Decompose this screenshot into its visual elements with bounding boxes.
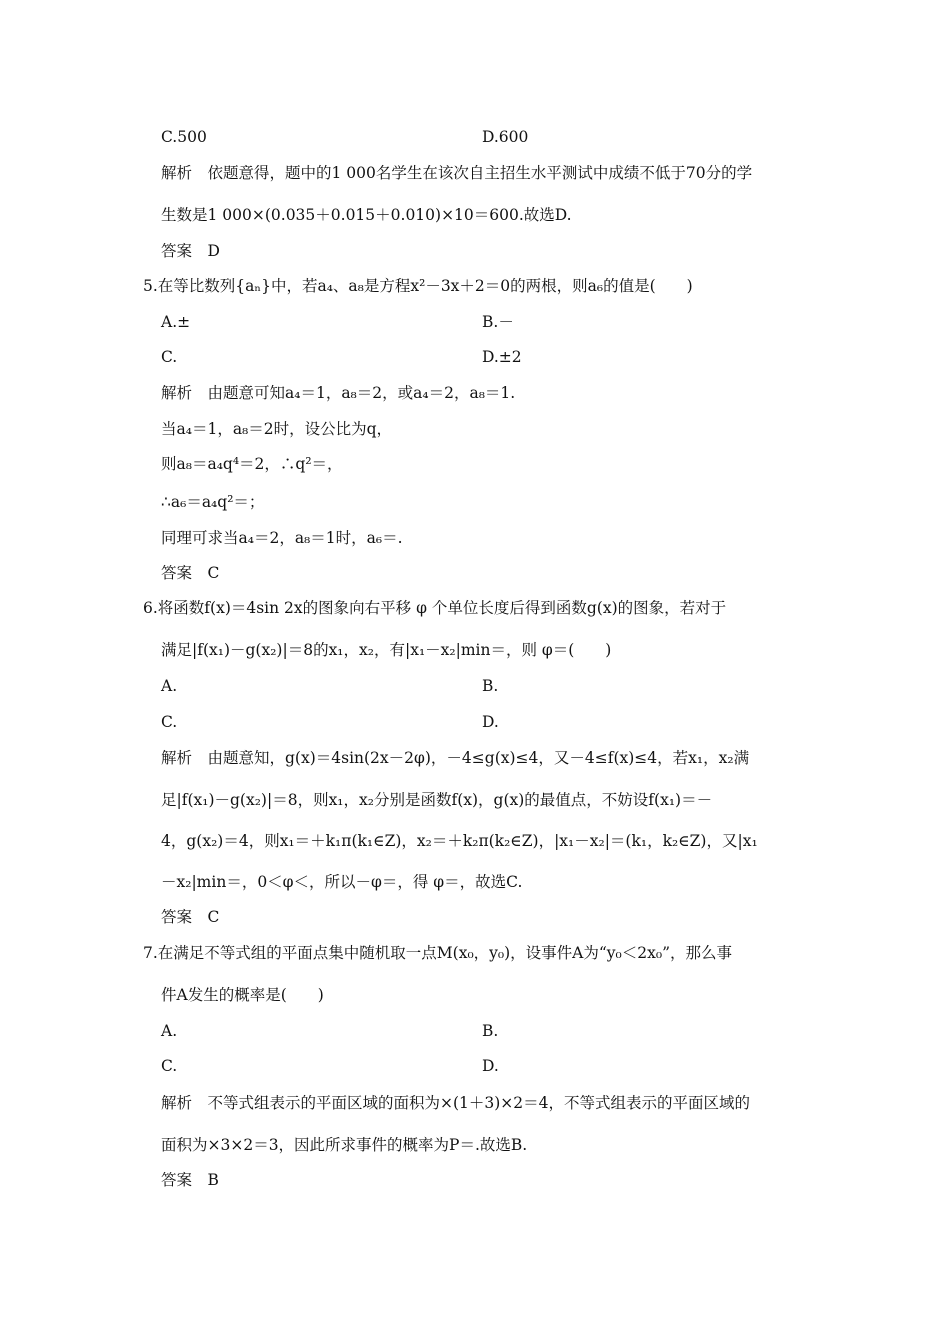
q4-option-c: C.500 <box>161 128 207 146</box>
q7-option-b: B. <box>482 1022 499 1040</box>
q5-option-d: D.±2 <box>482 348 522 366</box>
q5-analysis-line-2: 当a₄＝1，a₈＝2时，设公比为q， <box>161 420 393 438</box>
q4-option-d: D.600 <box>482 128 529 146</box>
q5-option-b: B.－ <box>482 313 514 331</box>
q6-stem-line-2: 满足|f(x₁)－g(x₂)|＝8的x₁，x₂，有|x₁－x₂|min＝，则 φ＝( ) <box>161 641 612 659</box>
q7-option-c: C. <box>161 1057 178 1075</box>
q4-analysis-line-1: 解析 依题意得，题中的1 000名学生在该次自主招生水平测试中成绩不低于70分的学 <box>161 164 753 182</box>
q6-option-c: C. <box>161 713 178 731</box>
q4-answer: 答案 D <box>161 242 220 260</box>
q5-analysis-line-4: ∴a₆＝a₄q²＝； <box>161 493 265 511</box>
q5-analysis-line-1: 解析 由题意可知a₄＝1，a₈＝2，或a₄＝2，a₈＝1. <box>161 384 516 402</box>
q6-analysis-line-1: 解析 由题意知，g(x)＝4sin(2x－2φ)，－4≤g(x)≤4，又－4≤f(x)≤4，若x₁，x₂满 <box>161 749 750 767</box>
q7-analysis-line-1: 解析 不等式组表示的平面区域的面积为×(1＋3)×2＝4，不等式组表示的平面区域的 <box>161 1094 751 1112</box>
q5-analysis-line-3: 则a₈＝a₄q⁴＝2，∴q²＝， <box>161 455 343 473</box>
q7-stem-line-2: 件A发生的概率是( ) <box>161 986 324 1004</box>
q6-option-b: B. <box>482 677 499 695</box>
q7-analysis-line-2: 面积为×3×2＝3，因此所求事件的概率为P＝.故选B. <box>161 1136 528 1154</box>
q6-answer: 答案 C <box>161 908 220 926</box>
q5-answer: 答案 C <box>161 564 220 582</box>
q7-answer: 答案 B <box>161 1171 219 1189</box>
q5-option-a: A.± <box>161 313 191 331</box>
q4-analysis-line-2: 生数是1 000×(0.035＋0.015＋0.010)×10＝600.故选D. <box>161 206 572 224</box>
q7-option-d: D. <box>482 1057 499 1075</box>
q7-stem-line-1: 7.在满足不等式组的平面点集中随机取一点M(x₀，y₀)，设事件A为“y₀＜2x₀”，那么事 <box>143 944 733 962</box>
q6-option-a: A. <box>161 677 178 695</box>
q6-analysis-line-4: －x₂|min＝，0＜φ＜，所以－φ＝，得 φ＝，故选C. <box>161 873 523 891</box>
q6-analysis-line-2: 足|f(x₁)－g(x₂)|＝8，则x₁，x₂分别是函数f(x)，g(x)的最值点，不妨设f(x₁)＝－ <box>161 791 713 809</box>
q6-option-d: D. <box>482 713 499 731</box>
q6-stem-line-1: 6.将函数f(x)＝4sin 2x的图象向右平移 φ 个单位长度后得到函数g(x)的图象，若对于 <box>143 599 727 617</box>
q5-option-c: C. <box>161 348 178 366</box>
q5-analysis-line-5: 同理可求当a₄＝2，a₈＝1时，a₆＝. <box>161 529 403 547</box>
q6-analysis-line-3: 4，g(x₂)＝4，则x₁＝＋k₁π(k₁∈Z)，x₂＝＋k₂π(k₂∈Z)，|x₁－x₂|＝(k₁，k₂∈Z)，又|x₁ <box>161 832 758 850</box>
q7-option-a: A. <box>161 1022 178 1040</box>
q5-stem: 5.在等比数列{aₙ}中，若a₄、a₈是方程x²－3x＋2＝0的两根，则a₆的值是( ) <box>143 277 693 295</box>
